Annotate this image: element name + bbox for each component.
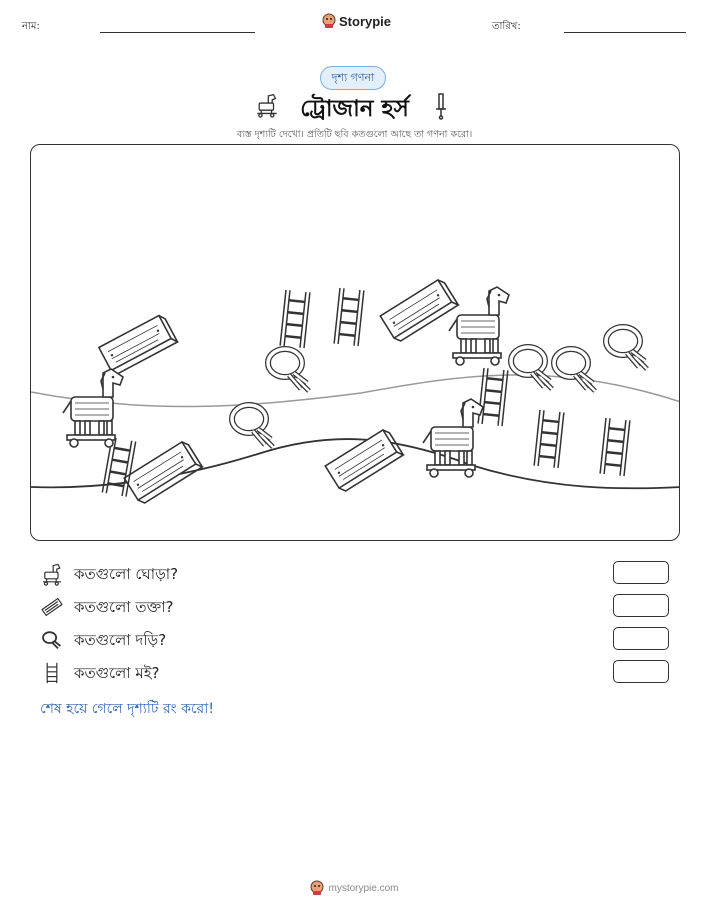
- rope-4: [606, 327, 647, 369]
- question-text: কতগুলো মই?: [74, 664, 160, 682]
- question-text: কতগুলো দড়ি?: [74, 631, 167, 649]
- name-label: নাম:: [22, 21, 40, 32]
- ladder-2: [334, 288, 364, 346]
- question-row: [40, 628, 672, 652]
- instructions: ব্যস্ত দৃশ্যটি দেখো। প্রতিটি ছবি কতগুলো আছে তা গণনা করো।: [236, 129, 473, 140]
- date-field[interactable]: [564, 32, 686, 33]
- horse-1: [449, 287, 509, 365]
- horse-icon: [40, 562, 64, 586]
- brand-logo: [322, 13, 391, 29]
- footer: [0, 880, 709, 896]
- storypie-mascot-icon: [310, 880, 324, 896]
- storypie-mascot-icon: [322, 13, 336, 29]
- rope-3: [554, 349, 595, 391]
- ladder-3: [478, 368, 508, 426]
- plank-2: [380, 278, 458, 343]
- plank-icon: [40, 595, 64, 619]
- question-text: কতগুলো তক্তা?: [74, 598, 174, 616]
- ladder-1: [280, 290, 310, 348]
- answer-box-planks[interactable]: [613, 594, 669, 617]
- finish-instruction: শেষ হয়ে গেলে দৃশ্যটি রং করো!: [40, 701, 214, 717]
- plank-1: [99, 314, 178, 376]
- name-field[interactable]: [100, 32, 255, 33]
- rope-5: [232, 405, 273, 447]
- scene-illustration: [31, 145, 680, 541]
- question-row: [40, 661, 672, 685]
- answer-box-horses[interactable]: [613, 561, 669, 584]
- horse-3: [423, 399, 483, 477]
- ladder-5: [534, 410, 564, 468]
- answer-box-ropes[interactable]: [613, 627, 669, 650]
- date-label: তারিখ:: [492, 21, 521, 32]
- question-text: কতগুলো ঘোড়া?: [74, 565, 179, 583]
- rope-icon: [40, 628, 64, 652]
- horse-2: [63, 369, 123, 447]
- rope-1: [268, 349, 309, 391]
- footer-url: mystorypie.com: [328, 882, 399, 894]
- question-row: [40, 595, 672, 619]
- title-sword-icon: [434, 92, 448, 120]
- counting-scene: [30, 144, 680, 541]
- page-title: ট্রোজান হর্স: [300, 96, 409, 122]
- plank-4: [325, 428, 403, 493]
- activity-badge: দৃশ্য গণনা: [320, 66, 386, 90]
- ladder-6: [600, 418, 630, 476]
- brand-name: Storypie: [339, 13, 392, 29]
- question-row: [40, 562, 672, 586]
- answer-box-ladders[interactable]: [613, 660, 669, 683]
- ladder-icon: [40, 661, 64, 685]
- rope-2: [511, 347, 552, 389]
